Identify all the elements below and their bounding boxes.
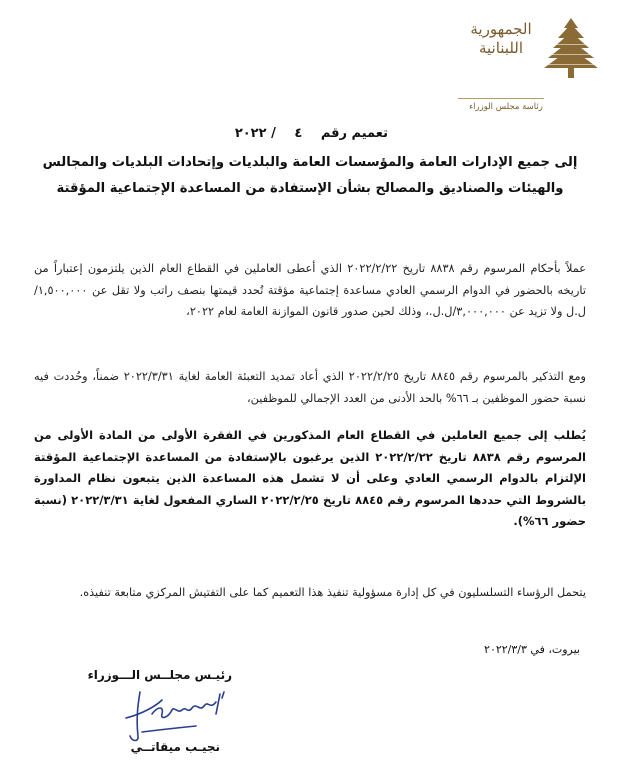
- signatory-name: نجيـب ميقاتــي: [130, 740, 220, 754]
- signatory-role: رئيـس مجلــس الـــوزراء: [87, 668, 232, 682]
- circular-label: تعميم رقم: [320, 126, 388, 141]
- circular-title: [235, 126, 388, 141]
- letterhead-subtitle: رئاسة مجلس الوزراء: [469, 102, 543, 112]
- letterhead-title: [460, 20, 542, 58]
- circular-number: ٤: [294, 126, 303, 141]
- paragraph-2: ومع التذكير بالمرسوم رقم ٨٨٤٥ تاريخ ٢٠٢٢/٢/٢٥ الذي أعاد تمديد التعبئة العامة لغاية ٢٠٢٢/٣/٣١ ضمناً، وحُددت فيه نسبة حضور الموظفين بـ ٦٦% بالحد الأدنى من العدد الإجمالي للموظفين،: [34, 370, 586, 405]
- document-date: بيروت، في ٢٠٢٢/٣/٣: [484, 643, 580, 656]
- cedar-tree-icon: [542, 14, 600, 82]
- letterhead-title-line1: الجمهورية: [470, 20, 532, 38]
- letterhead-title-line2: اللبنانية: [478, 39, 524, 57]
- handwritten-signature-icon: [112, 684, 242, 744]
- letterhead: [450, 14, 600, 114]
- circular-year: / ٢٠٢٢: [234, 126, 276, 141]
- paragraph-4: يتحمل الرؤساء التسلسليون في كل إدارة مسؤولية تنفيذ هذا التعميم كما على التفتيش المركزي متابعة تنفيذه.: [79, 586, 586, 599]
- paragraph-1: عملاً بأحكام المرسوم رقم ٨٨٣٨ تاريخ ٢٠٢٢/٢/٢٢ الذي أعطى العاملين في القطاع العام الذين يلتزمون إعتباراً من تاريخه بالحضور في الدوام الرسمي العادي مساعدة إجتماعية مؤقتة تُحدد قيمتها بنصف راتب ولا تقل عن ١,٥٠٠,٠٠٠/ل.ل ولا تزيد عن ٣,٠٠٠,٠٠٠/ل.ل.، وذلك لحين صدور قانون الموازنة العامة لعام ٢٠٢٢،: [34, 262, 586, 318]
- paragraph-3: يُطلب إلى جميع العاملين في القطاع العام المذكورين في الفقرة الأولى من المادة الأولى من المرسوم رقم ٨٨٣٨ تاريخ ٢٠٢٢/٢/٢٢ الذين يرغبون بالإستفادة من المساعدة الإجتماعية المؤقتة الإلتزام بالدوام الرسمي العادي وعلى أن لا تشمل هذه المساعدة الذين يتبعون نظام المداورة بالشروط التي حددها المرسوم رقم ٨٨٤٥ تاريخ ٢٠٢٢/٢/٢٥ الساري المفعول لغاية ٢٠٢٢/٣/٣١ (نسبة حضور ٦٦%).: [34, 428, 587, 528]
- addressee-heading: إلى جميع الإدارات العامة والمؤسسات العامة والبلديات وإتحادات البلديات والمجالس والهيئات والصناديق والمصالح بشأن الإستفادة من المساعدة الإجتماعية المؤقتة: [42, 155, 578, 196]
- letterhead-divider: [458, 98, 544, 99]
